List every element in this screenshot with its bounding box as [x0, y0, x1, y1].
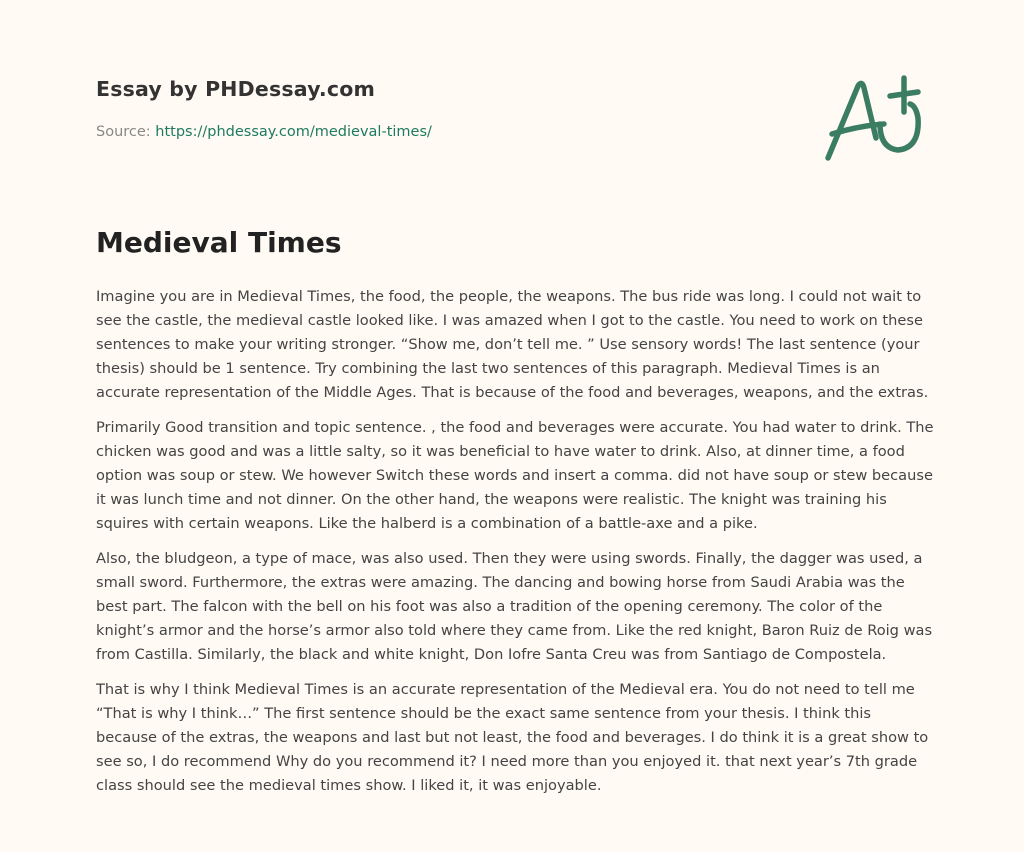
essay-body: [96, 285, 936, 809]
source-link[interactable]: https://phdessay.com/medieval-times/: [155, 124, 432, 140]
essay-paragraph: That is why I think Medieval Times is an accurate representation of the Medieval era. You do not need to tell me “That is why I think…” The first sentence should be the exact same sentence from your thesis. I think this because of the extras, the weapons and last but not least, the food and beverages. I do think it is a great show to see so, I do recommend Why do you recommend it? I need more than you enjoyed it. that next year’s 7th grade class should see the medieval times show. I liked it, it was enjoyable.: [96, 681, 929, 794]
essay-title: Medieval Times: [96, 226, 342, 259]
essay-paragraph: Also, the bludgeon, a type of mace, was also used. Then they were using swords. Finally, the dagger was used, a small sword. Furthermore, the extras were amazing. The dancing and bowing horse from Saudi Arabia was the best part. The falcon with the bell on his foot was also a tradition of the opening ceremony. The color of the knight’s armor and the horse’s armor also told where they came from. Like the red knight, Baron Ruiz de Roig was from Castilla. Similarly, the black and white knight, Don Iofre Santa Creu was from Santiago de Compostela.: [96, 550, 933, 663]
source-label: Source:: [96, 124, 151, 140]
a-plus-grade-icon: [818, 66, 938, 166]
essay-paragraph: Primarily Good transition and topic sentence. , the food and beverages were accurate. You had water to drink. The chicken was good and was a little salty, so it was beneficial to have water to drink. Also, at dinner time, a food option was soup or stew. We however Switch these words and insert a comma. did not have soup or stew because it was lunch time and not dinner. On the other hand, the weapons were realistic. The knight was training his squires with certain weapons. Like the halberd is a combination of a battle-axe and a pike.: [96, 419, 934, 532]
site-title: Essay by PHDessay.com: [96, 77, 376, 101]
source-line: [96, 124, 432, 140]
essay-paragraph: Imagine you are in Medieval Times, the food, the people, the weapons. The bus ride was long. I could not wait to see the castle, the medieval castle looked like. I was amazed when I got to the castle. You need to work on these sentences to make your writing stronger. “Show me, don’t tell me. ” Use sensory words! The last sentence (your thesis) should be 1 sentence. Try combining the last two sentences of this paragraph. Medieval Times is an accurate representation of the Middle Ages. That is because of the food and beverages, weapons, and the extras.: [96, 288, 929, 401]
